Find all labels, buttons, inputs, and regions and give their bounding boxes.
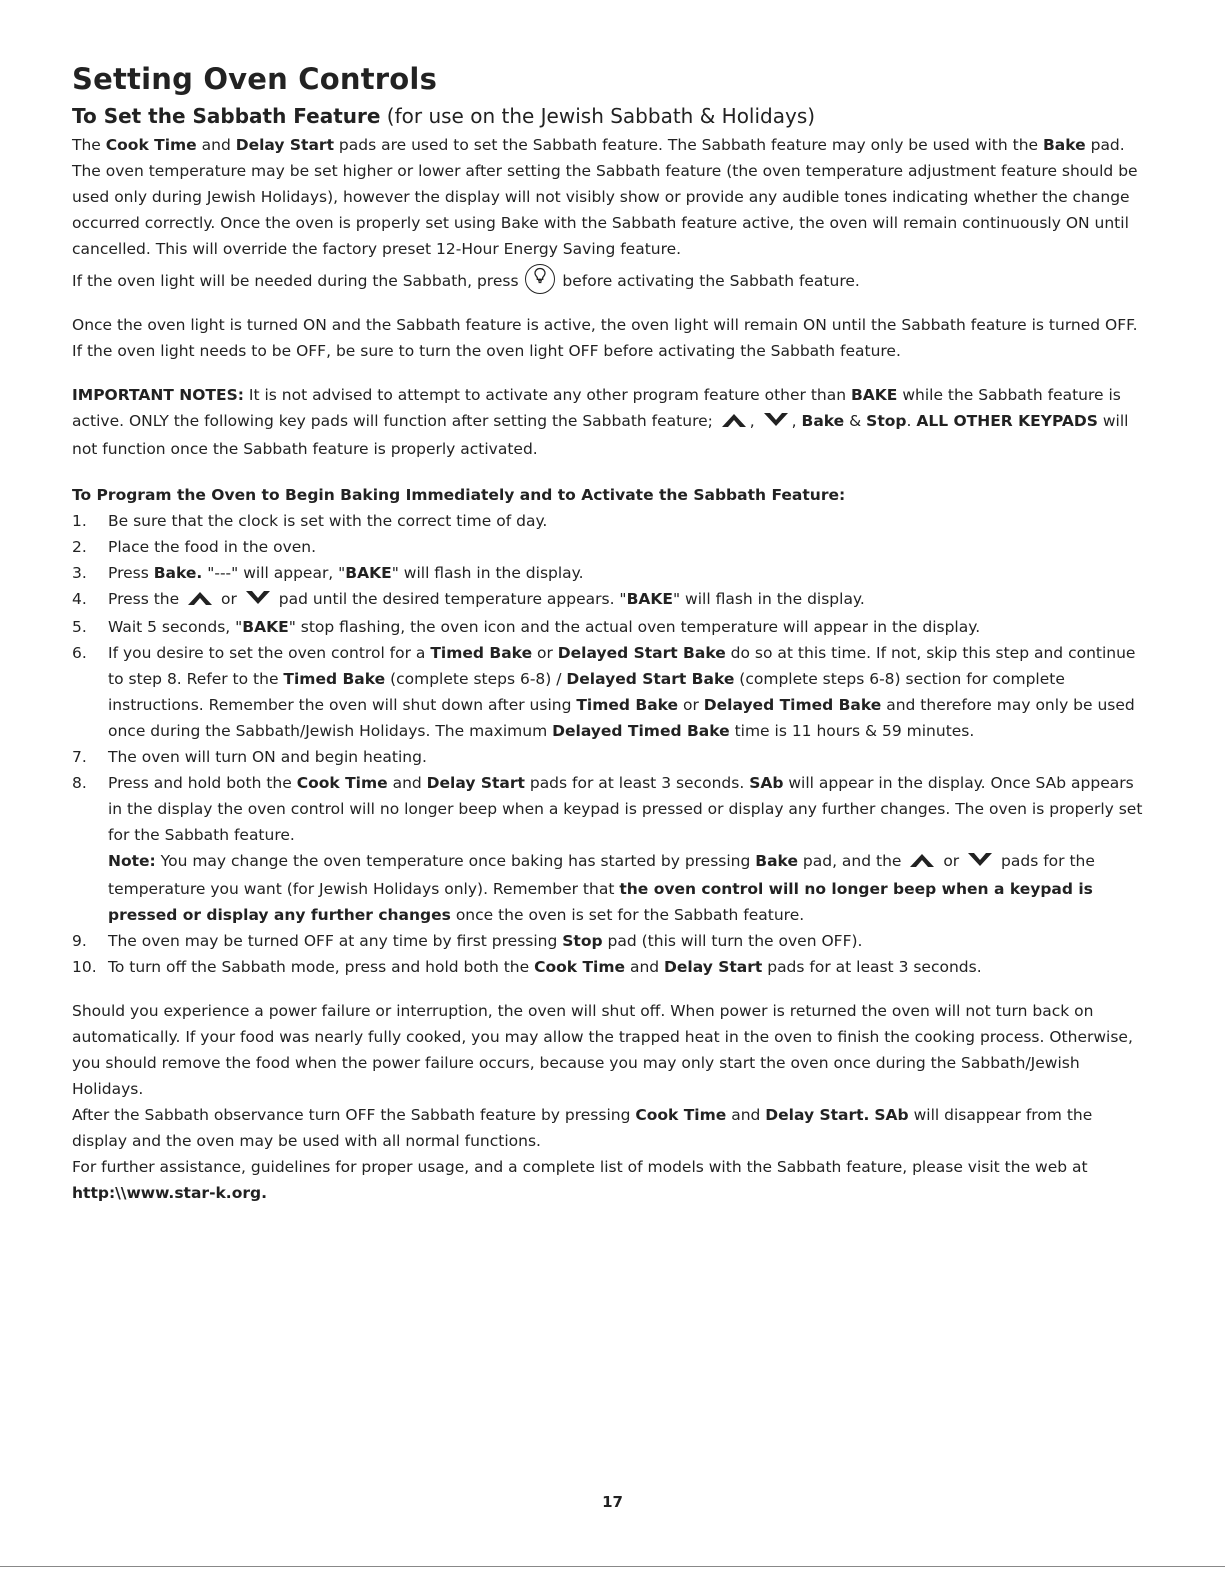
- up-arrow-icon: [186, 588, 214, 614]
- power-failure-paragraph: Should you experience a power failure or interruption, the oven will shut off. When power is returned the oven will not turn back on automatically. If your food was nearly fully cooked, you may allow the trapped heat in the oven to finish the cooking process. Otherwise, you should remove the food when the power failure occurs, because you may only start the oven once during the Sabbath/Jewish Holidays.: [72, 1002, 1133, 1098]
- after-sabbath-paragraph: After the Sabbath observance turn OFF the Sabbath feature by pressing Cook Time and Delay Start. SAb will disappear from the display and the oven may be used with all normal functions.: [72, 1106, 1093, 1150]
- note: Note: You may change the oven temperature once baking has started by pressing Bake pad, and the or pads for the temperature you want (for Jewish Holidays only). Remember that the oven control will no longer beep when a keypad is pressed or display any further changes once the oven is set for the Sabbath feature.: [108, 852, 1095, 924]
- up-arrow-icon: [908, 850, 936, 876]
- list-item: 9. The oven may be turned OFF at any time by first pressing Stop pad (this will turn the oven OFF).: [72, 932, 863, 950]
- list-item: 1. Be sure that the clock is set with the correct time of day.: [72, 512, 548, 530]
- section-heading-rest: (for use on the Jewish Sabbath & Holidays): [380, 104, 816, 128]
- list-item: 6. If you desire to set the oven control for a Timed Bake or Delayed Start Bake do so at this time. If not, skip this step and continue to step 8. Refer to the Timed Bake (complete steps 6-8) / Delayed Start Bake (complete steps 6-8) section for complete instructions. Remember the oven will shut down after using Timed Bake or Delayed Timed Bake and therefore may only be used once during the Sabbath/Jewish Holidays. The maximum Delayed Timed Bake time is 11 hours & 59 minutes.: [72, 644, 1136, 740]
- light-on-paragraph: Once the oven light is turned ON and the Sabbath feature is active, the oven light will remain ON until the Sabbath feature is turned OFF. If the oven light needs to be OFF, be sure to turn the oven light OFF before activating the Sabbath feature.: [72, 316, 1138, 360]
- list-item: 5. Wait 5 seconds, "BAKE" stop flashing, the oven icon and the actual oven temperature will appear in the display.: [72, 618, 981, 636]
- steps-list: [72, 508, 1147, 980]
- down-arrow-icon: [244, 588, 272, 614]
- page-number: 17: [602, 1493, 623, 1511]
- list-item: 4. Press the or pad until the desired temperature appears. "BAKE" will flash in the display.: [72, 586, 1147, 614]
- list-item: 8. Press and hold both the Cook Time and Delay Start pads for at least 3 seconds. SAb will appear in the display. Once SAb appears in the display the oven control will no longer beep when a keypad is pressed or display any further changes. The oven is properly set for the Sabbath feature. Note: You may change the oven temperature once baking has started by pressing Bake pad, and the or pads for the temperature you want (for Jewish Holidays only). Remember that the oven control will no longer beep when a keypad is pressed or display any further changes once the oven is set for the Sabbath feature.: [72, 770, 1147, 928]
- light-bulb-icon: [525, 264, 555, 294]
- list-item: 7. The oven will turn ON and begin heating.: [72, 748, 427, 766]
- further-assistance-paragraph: For further assistance, guidelines for proper usage, and a complete list of models with the Sabbath feature, please visit the web at http:\\www.star-k.org.: [72, 1158, 1088, 1202]
- list-item: 2. Place the food in the oven.: [72, 538, 317, 556]
- down-arrow-icon: [762, 410, 790, 436]
- section-heading-bold: To Set the Sabbath Feature: [72, 104, 381, 128]
- page-title: Setting Oven Controls: [72, 62, 438, 96]
- list-item: 10. To turn off the Sabbath mode, press and hold both the Cook Time and Delay Start pads for at least 3 seconds.: [72, 958, 982, 976]
- list-item: 3. Press Bake. "---" will appear, "BAKE" will flash in the display.: [72, 564, 584, 582]
- website-link[interactable]: http:\\www.star-k.org.: [72, 1184, 267, 1202]
- important-notes: IMPORTANT NOTES: It is not advised to attempt to activate any other program feature other than BAKE while the Sabbath feature is active. ONLY the following key pads will function after setting the Sabbath feature; , , Bake & Stop. ALL OTHER KEYPADS will not function once the Sabbath feature is properly activated.: [72, 386, 1129, 458]
- section-heading: [72, 104, 1147, 129]
- down-arrow-icon: [966, 850, 994, 876]
- bottom-divider: [0, 1566, 1225, 1567]
- page-content: [72, 62, 1147, 1206]
- up-arrow-icon: [720, 410, 748, 436]
- light-paragraph: If the oven light will be needed during the Sabbath, press before activating the Sabbath feature.: [72, 268, 1147, 294]
- program-heading: To Program the Oven to Begin Baking Immediately and to Activate the Sabbath Feature:: [72, 486, 846, 504]
- intro-paragraph: The Cook Time and Delay Start pads are used to set the Sabbath feature. The Sabbath feature may only be used with the Bake pad. The oven temperature may be set higher or lower after setting the Sabbath feature (the oven temperature adjustment feature should be used only during Jewish Holidays), however the display will not visibly show or provide any audible tones indicating whether the change occurred correctly. Once the oven is properly set using Bake with the Sabbath feature active, the oven will remain continuously ON until cancelled. This will override the factory preset 12-Hour Energy Saving feature.: [72, 136, 1138, 258]
